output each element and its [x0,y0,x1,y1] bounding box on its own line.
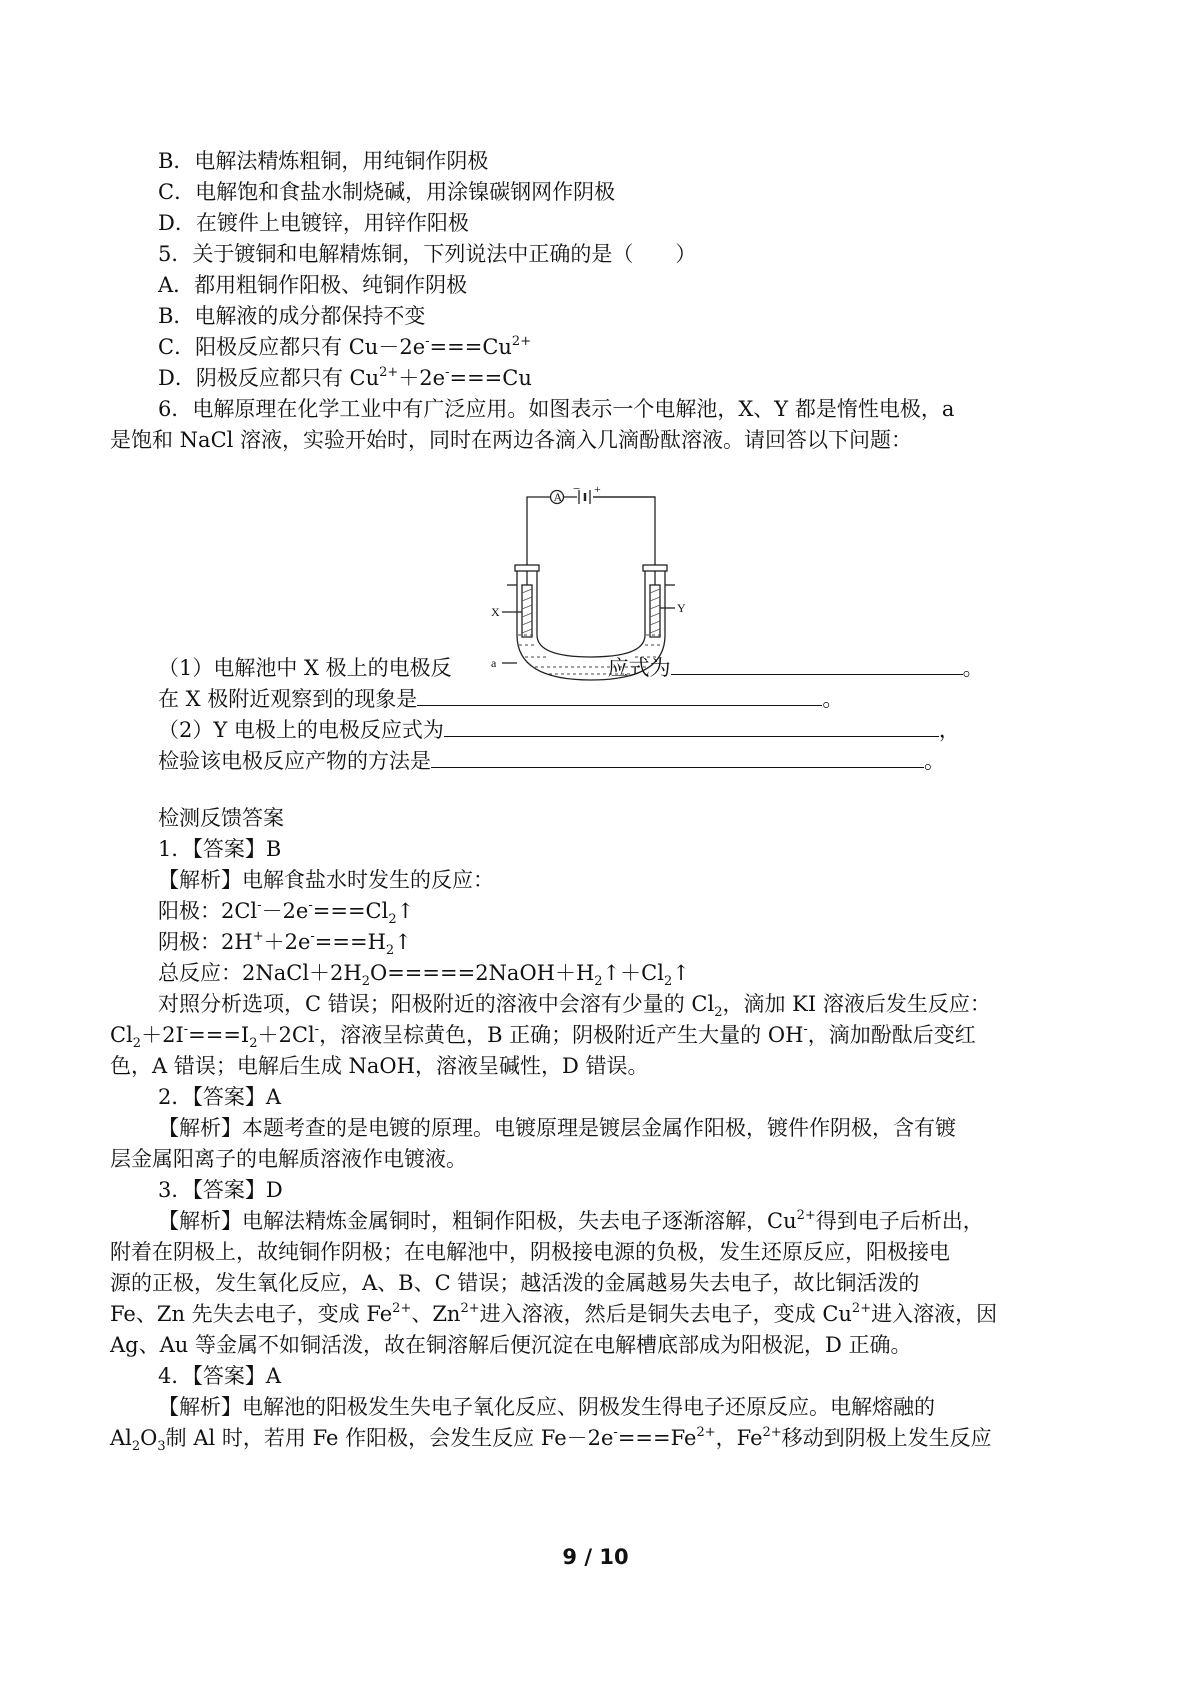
electrode-y-label: Y [677,601,686,615]
q4-option-b: B．电解法精炼粗铜，用纯铜作阴极 [158,149,489,173]
q4-option-d: D．在镀件上电镀锌，用锌作阳极 [158,211,469,235]
q6-part2-line2: 检验该电极反应产物的方法是 。 [158,745,945,775]
page-number: 9 / 10 [562,1545,629,1569]
answer-1-para-line3: 色，A 错误；电解后生成 NaOH，溶液呈碱性，D 错误。 [110,1054,649,1078]
answer-1-total: 总反应：$2NaCl+2H_2O=====2NaOH+H_2↑+Cl_2↑$ [158,961,690,990]
q5-option-d: D．阴极反应都只有 $Cu^{2+}+2e^-===Cu$ [158,365,532,390]
battery-negative-label: − [573,481,581,496]
answer-1-cathode: 阴极：$2H^++2e^-===H_2↑$ [158,929,412,959]
answer-3-line1: 【解析】电解法精炼金属铜时，粗铜作阳极，失去电子逐渐溶解，$Cu^{2+}$得到电子后析出， [158,1208,984,1233]
q6-part1-line1: （1）电解池中 X 极上的电极反 应式为 。 [158,652,984,682]
answer-1-para-line1: 对照分析选项，C 错误；阳极附近的溶液中会溶有少量的 $Cl_2$，滴加 KI 溶液后发生反应： [158,992,991,1021]
answer-4: 4．【答案】A [158,1364,282,1388]
answer-2: 2．【答案】A [158,1085,282,1109]
solution-a-label: a [491,656,497,670]
answer-1-explanation: 【解析】电解食盐水时发生的反应： [158,868,494,892]
ammeter-label: A [553,490,563,504]
q5-option-c: C．阳极反应都只有 $Cu-2e^-===Cu^{2+}$ [158,334,532,359]
q4-option-c: C．电解饱和食盐水制烧碱，用涂镍碳钢网作阴极 [158,180,616,204]
q5-option-b: B．电解液的成分都保持不变 [158,304,426,328]
answer-3: 3．【答案】D [158,1178,283,1202]
q5-option-a: A．都用粗铜作阳极、纯铜作阴极 [158,273,468,297]
answer-1: 1．【答案】B [158,837,282,861]
battery-positive-label: + [594,482,601,496]
q6-part1-line2: 在 X 极附近观察到的现象是 。 [158,683,843,713]
q6-stem-line2: 是饱和 NaCl 溶液，实验开始时，同时在两边各滴入几滴酚酞溶液。请回答以下问题： [110,428,913,452]
answer-3-line4: Fe、Zn 先失去电子，变成 $Fe^{2+}$、$Zn^{2+}$进入溶液，然后是铜失去电子，变成 $Cu^{2+}$进入溶液，因 [110,1301,998,1326]
answer-1-anode: 阳极：$2Cl^--2e^-===Cl_2↑$ [158,898,415,928]
answer-2-explanation-line2: 层金属阳离子的电解质溶液作电镀液。 [110,1147,467,1171]
answer-3-line2: 附着在阴极上，故纯铜作阴极；在电解池中，阴极接电源的负极，发生还原反应，阳极接电 [110,1240,950,1264]
answers-title: 检测反馈答案 [158,806,284,830]
answer-2-explanation-line1: 【解析】本题考查的是电镀的原理。电镀原理是镀层金属作阳极，镀件作阴极，含有镀 [158,1116,956,1140]
answer-3-line5: Ag、Au 等金属不如铜活泼，故在铜溶解后便沉淀在电解槽底部成为阳极泥，D 正确。 [110,1333,912,1357]
q5-stem: 5．关于镀铜和电解精炼铜，下列说法中正确的是（ ） [158,242,697,266]
answer-1-para-line2: $Cl_2+2I^-===I_2+2Cl^-$，溶液呈棕黄色，B 正确；阴极附近产生大量的 OH-，滴加酚酞后变红 [110,1022,976,1052]
q6-part2-line1: （2）Y 电极上的电极反应式为 ， [158,714,960,744]
answer-4-line2: $Al_2O_3$制 Al 时，若用 Fe 作阳极，会发生反应 $Fe-2e^-===Fe^{2+}$，$Fe^{2+}$移动到阴极上发生反应 [110,1425,992,1455]
answer-4-line1: 【解析】电解池的阳极发生失电子氧化反应、阴极发生得电子还原反应。电解熔融的 [158,1395,935,1419]
electrode-x-label: X [491,605,500,619]
q6-stem-line1: 6．电解原理在化学工业中有广泛应用。如图表示一个电解池，X、Y 都是惰性电极，a [158,397,955,421]
answer-3-line3: 源的正极，发生氧化反应，A、B、C 错误；越活泼的金属越易失去电子，故比铜活泼的 [110,1271,920,1295]
